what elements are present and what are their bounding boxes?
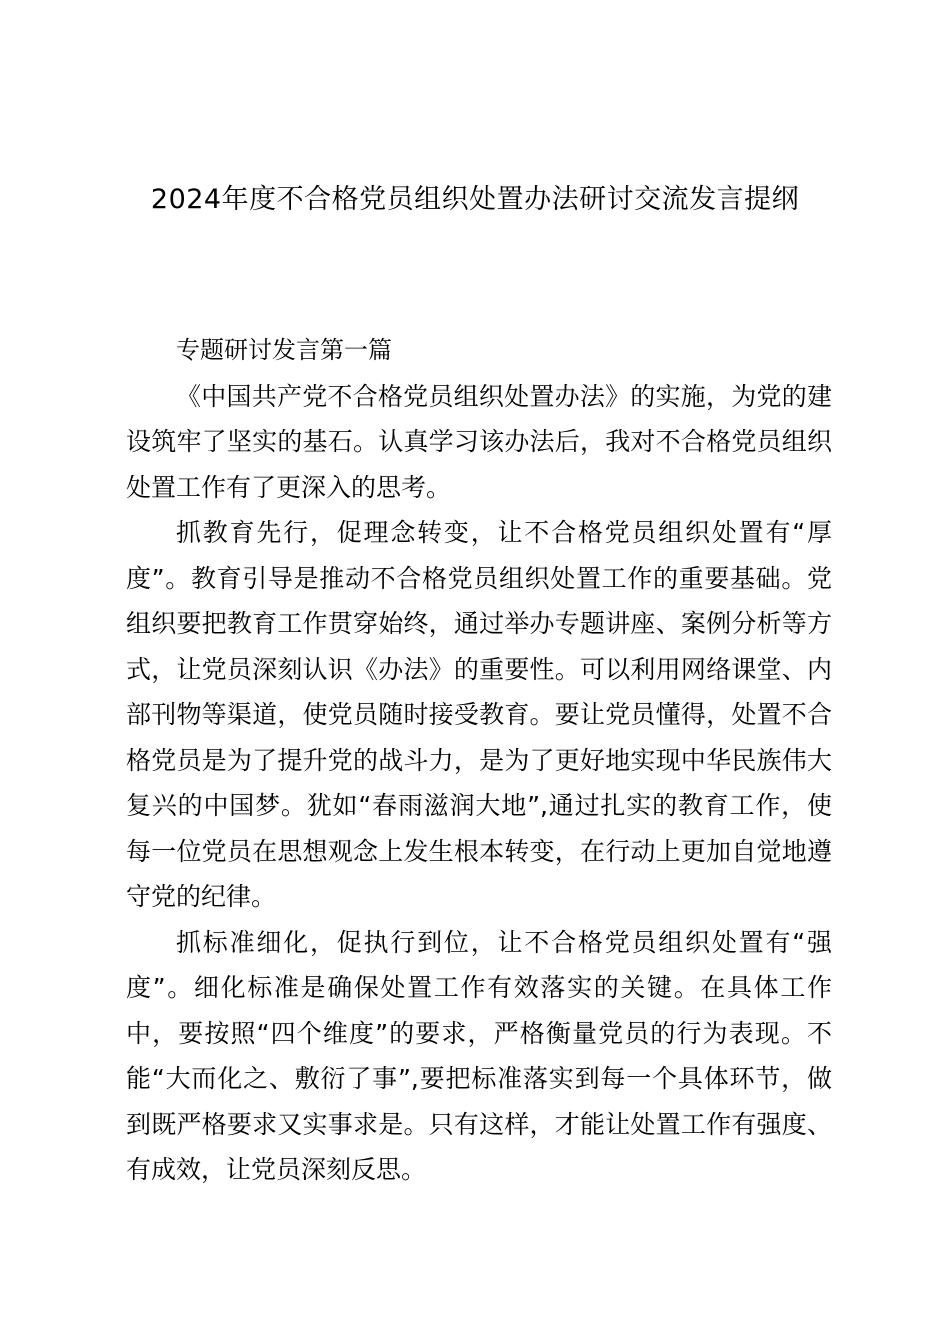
section-heading: 专题研讨发言第一篇 — [176, 336, 392, 364]
paragraph-standards: 抓标准细化，促执行到位，让不合格党员组织处置有“强度”。细化标准是确保处置工作有效落实的关键。在具体工作中，要按照“四个维度”的要求，严格衡量党员的行为表现。不能“大而化之、敷衍了事”,要把标准落实到每一个具体环节，做到既严格要求又实事求是。只有这样，才能让处置工作有强度、有成效，让党员深刻反思。 — [126, 927, 832, 1184]
paragraph-education: 抓教育先行，促理念转变，让不合格党员组织处置有“厚度”。教育引导是推动不合格党员组织处置工作的重要基础。党组织要把教育工作贯穿始终，通过举办专题讲座、案例分析等方式，让党员深刻认识《办法》的重要性。可以利用网络课堂、内部刊物等渠道，使党员随时接受教育。要让党员懂得，处置不合格党员是为了提升党的战斗力，是为了更好地实现中华民族伟大复兴的中国梦。犹如“春雨滋润大地”,通过扎实的教育工作，使每一位党员在思想观念上发生根本转变，在行动上更加自觉地遵守党的纪律。 — [126, 518, 832, 911]
paragraph-intro: 《中国共产党不合格党员组织处置办法》的实施，为党的建设筑牢了坚实的基石。认真学习该办法后，我对不合格党员组织处置工作有了更深入的思考。 — [126, 381, 832, 502]
document-title: 2024年度不合格党员组织处置办法研讨交流发言提纲 — [150, 184, 800, 215]
document-body — [126, 328, 832, 1193]
